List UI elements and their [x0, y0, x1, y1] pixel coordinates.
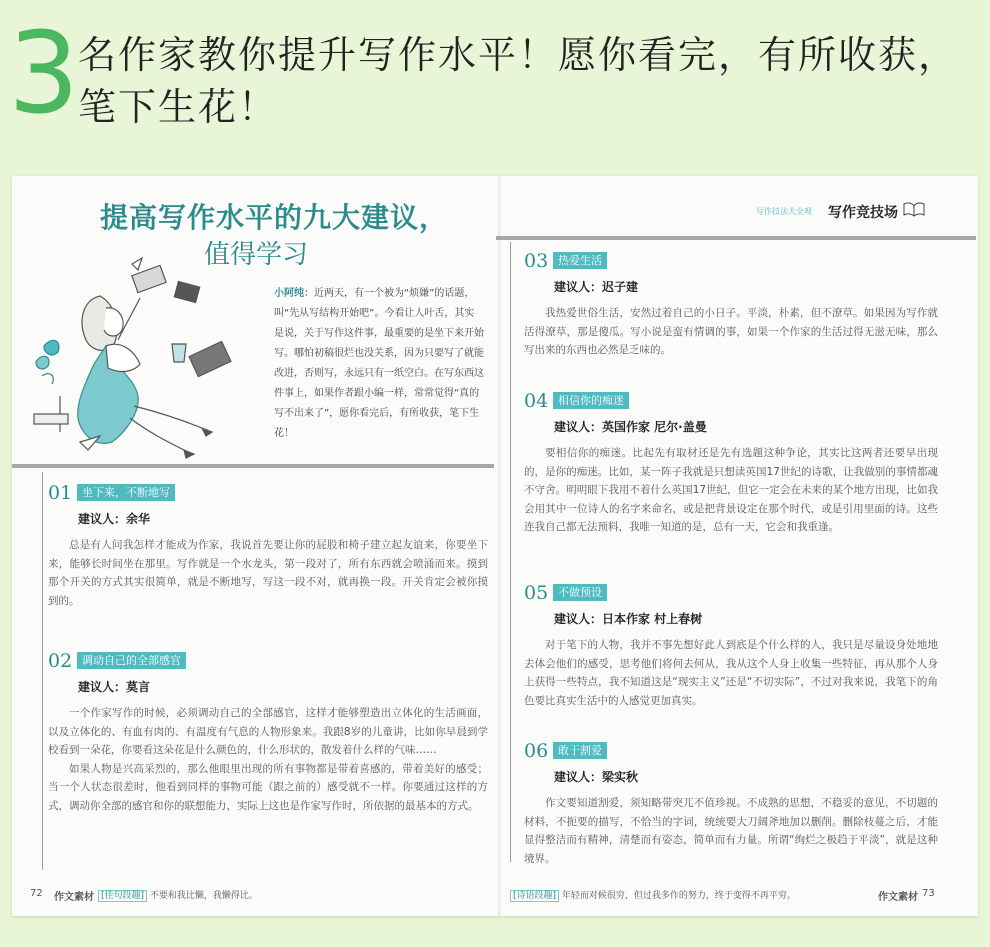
section-05 [524, 582, 938, 710]
open-book-icon [902, 200, 926, 218]
intro-name: 小阿纯： [274, 288, 314, 299]
section-body [524, 794, 938, 868]
section-number: 01 [48, 482, 73, 504]
step-number: 3 [8, 9, 80, 139]
section-paragraph: 我热爱世俗生活，安然过着自己的小日子。平淡，朴素，但不潦草。如果因为写作就活得潦草，那是傻瓜。写小说是蛮有情调的事，如果一个作家的生活过得无滋无味，那么写出来的东西也必然是乏味的。 [524, 307, 938, 357]
footer-brand-left: 作文素材 [54, 892, 94, 903]
section-paragraph: 要相信你的痴迷。比起先有取材还是先有选题这种争论，其实比这两者还要早出现的，是你的痴迷。比如，某一阵子我就是只想读英国17世纪的诗歌，让我做别的事情都魂不守舍。明明眼下我用不着什么英国17世纪，但它一定会在未来的某个地方出现，比如我会用其中一位诗人的名字来命名，或是把背景设定在那个时代，或是引用里面的诗。这些连我自己都无法预料，我唯一知道的是，总有一天，它会和我重逢。 [524, 447, 938, 534]
intro-paragraph [274, 284, 484, 444]
section-number: 04 [524, 390, 549, 412]
section-advisor: 建议人：英国作家 尼尔·盖曼 [554, 420, 707, 434]
footer-quote-tag: [诗语段趣] [510, 890, 559, 902]
section-body [524, 444, 938, 537]
section-body [524, 636, 938, 710]
girl-reading-illustration [22, 236, 252, 466]
right-timeline [510, 242, 511, 862]
magazine-spread [12, 176, 978, 916]
section-03 [524, 250, 938, 360]
section-paragraph: 作文要知道割爱，须知略带突兀不值珍视。不成熟的思想，不稳妥的意见，不切题的材料，不扼要的描写，不恰当的字词，统统要大刀阔斧地加以删削。删除枝蔓之后，才能显得整洁而有精神，清楚而有姿态，简单而有力量。所谓“绚烂之极趋于平淡”，就是这种境界。 [524, 797, 938, 865]
footer-brand-right: 作文素材 [878, 892, 918, 903]
footer-quote-text: 年轻而对候很穷，但过我多作的努力，终于变得不再平穷。 [561, 891, 796, 901]
section-02 [48, 650, 488, 816]
section-body [48, 536, 488, 610]
section-tag: 热爱生活 [553, 252, 607, 269]
section-tag: 不做预设 [553, 584, 607, 601]
article-title: 提高写作水平的九大建议， [100, 201, 449, 234]
section-divider-left [12, 464, 494, 468]
footer-quote-left [98, 888, 258, 901]
section-number: 05 [524, 582, 549, 604]
section-advisor: 建议人：日本作家 村上春树 [554, 612, 703, 626]
section-advisor: 建议人：余华 [78, 512, 151, 526]
section-paragraph: 如果人物是兴高采烈的，那么他眼里出现的所有事物都是带着喜感的，带着美好的感受；当一个人状态很差时，他看到同样的事物可能（跟之前的）感受就不一样。你要通过这样的方式，调动你全部的感官和你的联想能力，实际上这也是作家写作时，所依据的最基本的方式。 [48, 762, 488, 812]
section-number: 03 [524, 250, 549, 272]
header-line-2: 笔下生花！ [78, 85, 279, 129]
footer-quote-right [510, 888, 796, 901]
section-advisor: 建议人：迟子建 [554, 280, 639, 294]
section-04 [524, 390, 938, 537]
left-timeline [42, 472, 43, 870]
section-number: 02 [48, 650, 73, 672]
right-header-brand: 写作竞技场 [828, 205, 898, 221]
page-gutter [498, 176, 502, 916]
section-tag: 坐下来，不断地写 [77, 484, 175, 501]
footer-quote-text: 不要和我比懒，我懒得比。 [149, 891, 258, 901]
section-divider-right [496, 236, 976, 240]
article-subtitle: 值得学习 [204, 240, 309, 270]
section-paragraph: 对于笔下的人物，我并不事先想好此人到底是个什么样的人，我只是尽量设身处地地去体会他们的感受，思考他们将何去何从，我从这个人身上收集一些特征，再从那个人身上获得一些特点，我不知道这是“现实主义”还是“不切实际”，不过对我来说，我笔下的角色要比真实生活中的人感觉更加真实。 [524, 639, 938, 707]
section-tag: 敢于割爱 [553, 742, 607, 759]
section-body [48, 704, 488, 816]
page-number-right: 73 [922, 888, 935, 899]
section-paragraph: 一个作家写作的时候，必须调动自己的全部感官，这样才能够塑造出立体化的生活画面，以及立体化的、有血有肉的、有温度有气息的人物形象来。我跟8岁的儿童讲，比如你早晨到学校看到一朵花，你要看这朵花是什么颜色的，什么形状的，散发着什么样的气味…… [48, 707, 488, 757]
section-tag: 调动自己的全部感官 [77, 652, 186, 669]
section-01 [48, 482, 488, 610]
header-line-1: 名作家教你提升写作水平！愿你看完，有所收获， [78, 33, 959, 77]
section-paragraph: 总是有人问我怎样才能成为作家，我说首先要让你的屁股和椅子建立起友谊来，你要坐下来，能够长时间坐在那里。写作就是一个水龙头，第一段对了，所有东西就会喷涌而来。摸到那个开关的方式其实很简单，就是不断地写，写这一段不对，就再换一段。开关肯定会被你摸到的。 [48, 539, 488, 607]
page-number-left: 72 [30, 888, 43, 899]
footer-quote-tag: [佳句段趣] [98, 890, 147, 902]
promo-header [0, 0, 990, 175]
intro-text: 近两天，有一个被为“烦嫌”的话题，叫“先从写结构开始吧”。今看让人叶舌，其实是说，关于写作这件事，最重要的是坐下来开始写。哪怕初稿很烂也没关系，因为只要写了就能改进，否则写，永远只有一纸空白。在写东西这件事上，如果作者跟小编一样，常常觉得“真的写不出来了”，愿你看完后，有所收获，笔下生花！ [274, 288, 484, 439]
section-advisor: 建议人：莫言 [78, 680, 151, 694]
section-06 [524, 740, 938, 868]
section-number: 06 [524, 740, 549, 762]
section-tag: 相信你的痴迷 [553, 392, 629, 409]
right-header-tag: 写作技法大全观 [756, 207, 812, 216]
section-advisor: 建议人：梁实秋 [554, 770, 639, 784]
section-body [524, 304, 938, 360]
